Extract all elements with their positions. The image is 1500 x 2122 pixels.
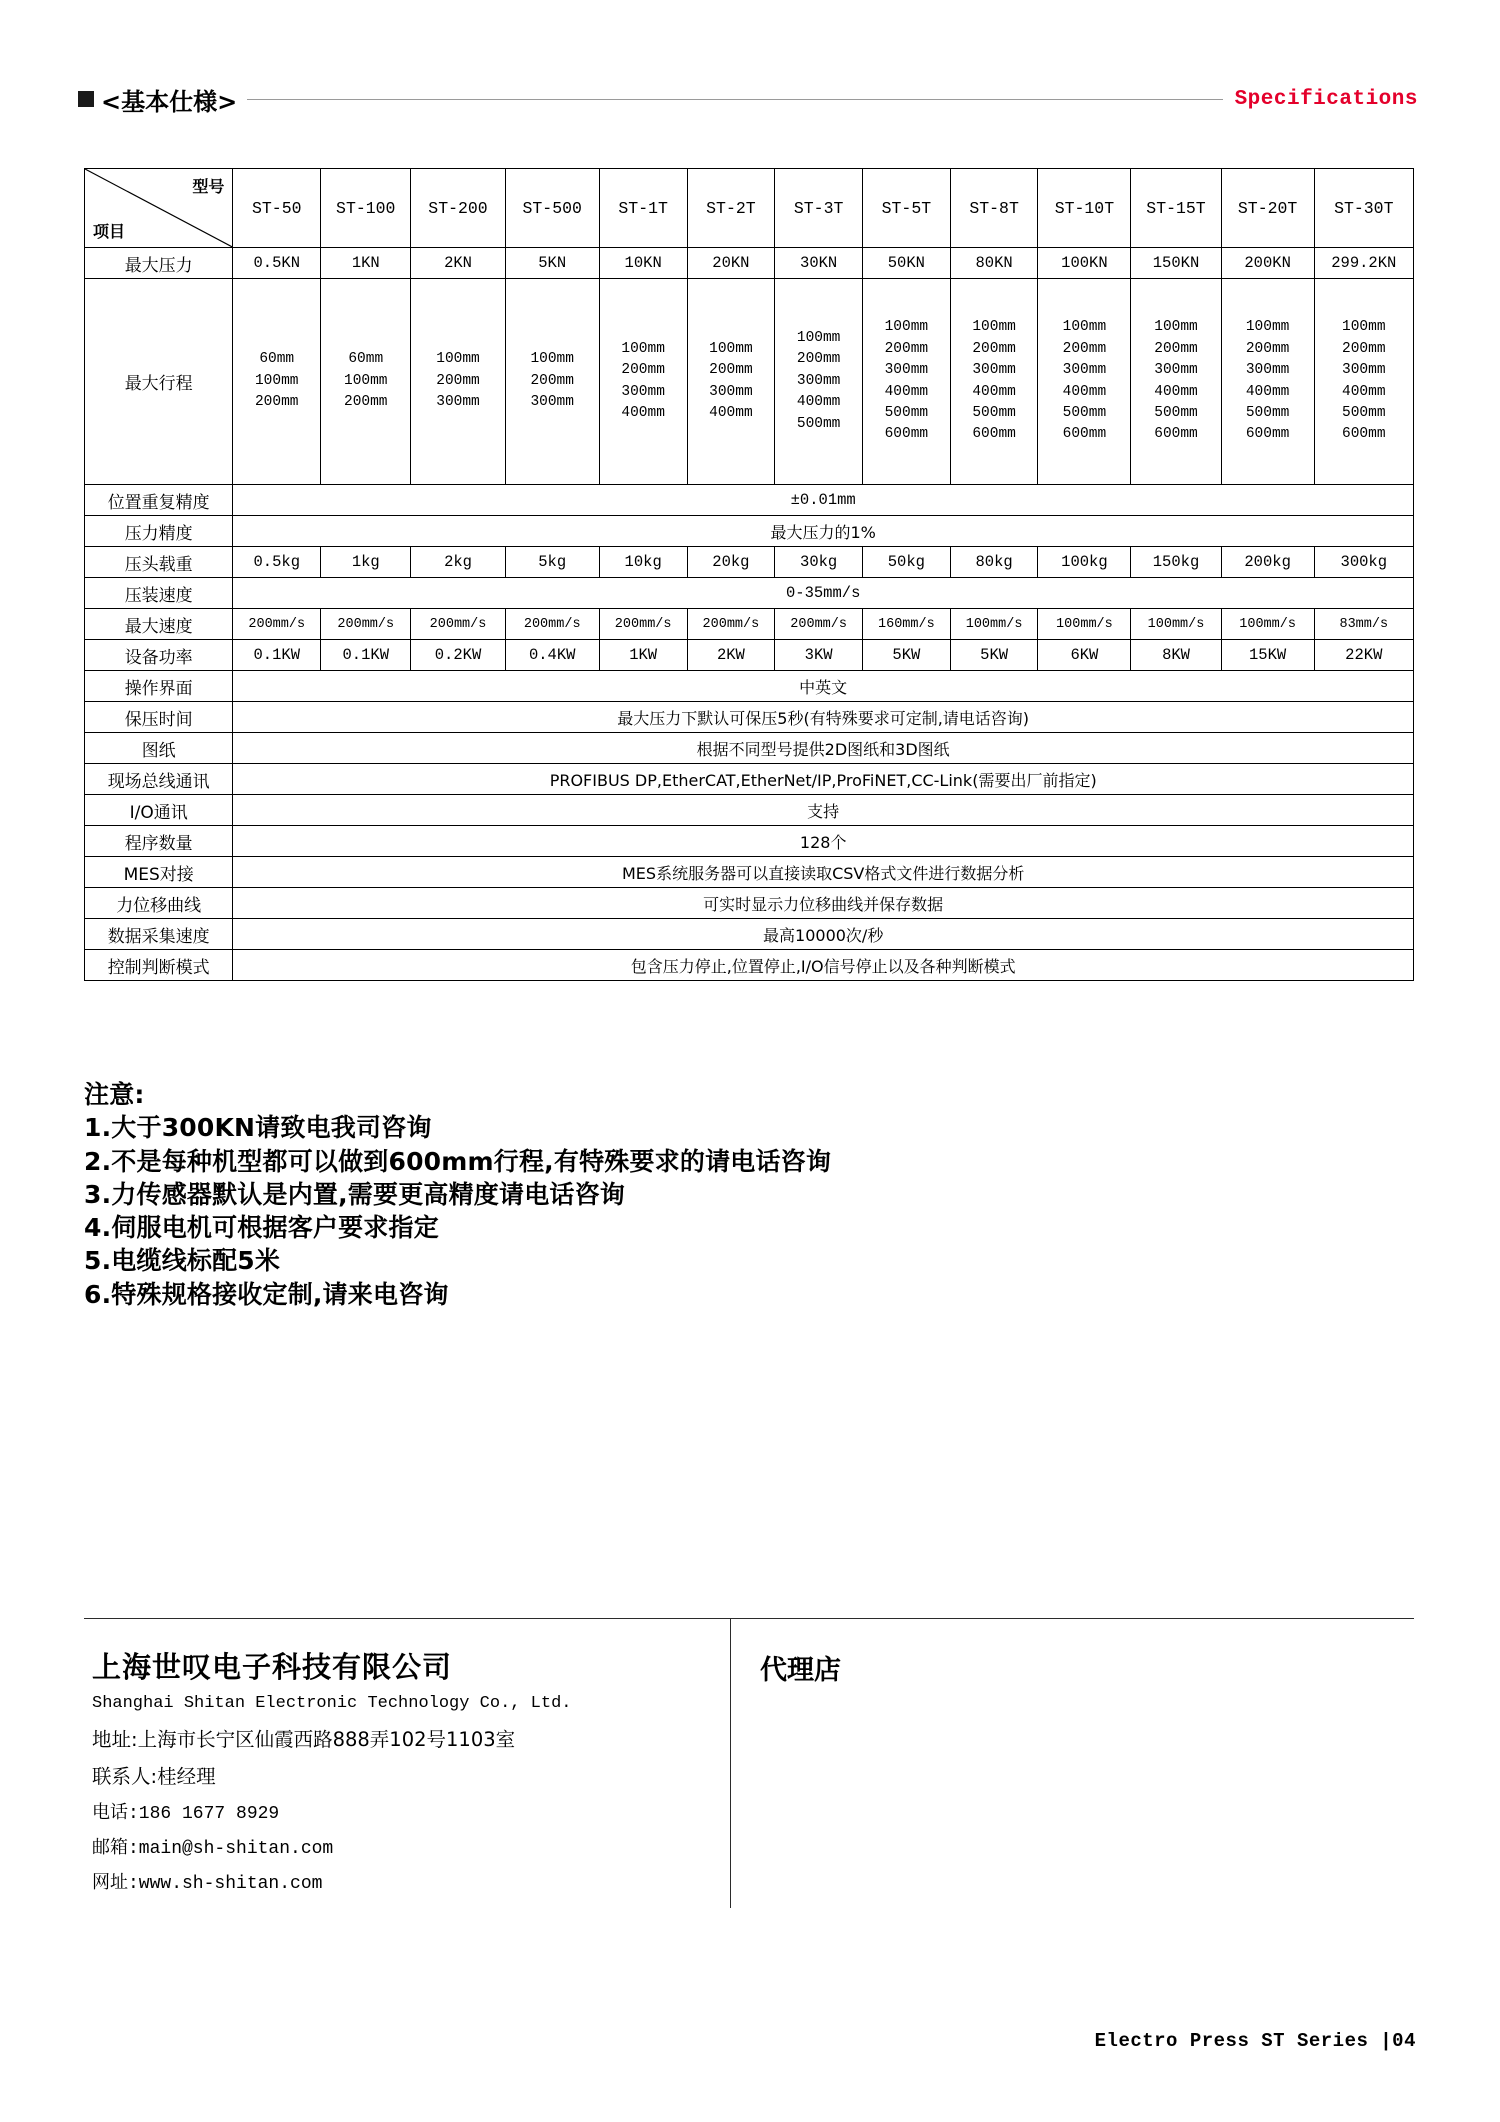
company-email: 邮箱:main@sh-shitan.com [92, 1839, 334, 1859]
stroke-value: 100mm [530, 351, 574, 368]
table-row [85, 485, 1414, 516]
header-divider [247, 99, 1222, 100]
model-header-cell: ST-3T [775, 169, 863, 248]
row-label: 设备功率 [85, 640, 233, 671]
agent-label: 代理店 [760, 1655, 841, 1686]
model-header-cell: ST-100 [321, 169, 411, 248]
stroke-value: 100mm [796, 329, 841, 346]
stroke-value: 200mm [796, 351, 841, 368]
table-row [85, 609, 1414, 640]
footer-divider-horizontal [84, 1618, 1414, 1619]
stroke-value: 400mm [1245, 383, 1290, 400]
stroke-value: 100mm [972, 319, 1016, 336]
spec-value-cell: 2KN [411, 248, 505, 279]
table-row [85, 795, 1414, 826]
row-label: 压头载重 [85, 547, 233, 578]
model-header-cell: ST-15T [1131, 169, 1221, 248]
stroke-value: 500mm [796, 415, 841, 432]
stroke-value: 500mm [972, 404, 1016, 421]
spec-value-cell: 1kg [321, 547, 411, 578]
stroke-value: 200mm [1154, 340, 1198, 357]
stroke-value: 400mm [884, 383, 929, 400]
spec-stroke-cell [1314, 279, 1413, 485]
note-item: 3.力传感器默认是内置,需要更高精度请电话咨询 [84, 1179, 625, 1209]
stroke-value: 300mm [796, 372, 841, 389]
row-label: MES对接 [85, 857, 233, 888]
spec-span-cell: ±0.01mm [233, 485, 1414, 516]
note-item: 5.电缆线标配5米 [84, 1246, 281, 1276]
spec-value-cell: 150kg [1131, 547, 1221, 578]
stroke-value: 400mm [621, 404, 665, 421]
row-label: 最大行程 [85, 279, 233, 485]
table-row [85, 764, 1414, 795]
model-header-cell: ST-20T [1221, 169, 1314, 248]
section-title-en: Specifications [1234, 87, 1418, 111]
spec-value-cell: 100mm/s [1131, 609, 1221, 640]
model-header-cell: ST-5T [863, 169, 951, 248]
stroke-value: 100mm [709, 340, 753, 357]
table-row [85, 578, 1414, 609]
company-phone: 电话:186 1677 8929 [92, 1804, 280, 1824]
stroke-value: 60mm [259, 351, 295, 368]
spec-span-cell: 0-35mm/s [233, 578, 1414, 609]
footer-divider-vertical [730, 1618, 731, 1908]
stroke-value: 200mm [436, 372, 480, 389]
spec-value-cell: 5KW [863, 640, 951, 671]
spec-value-cell: 3KW [775, 640, 863, 671]
table-row [85, 857, 1414, 888]
spec-value-cell: 160mm/s [863, 609, 951, 640]
spec-value-cell: 5KN [505, 248, 599, 279]
note-item: 1.大于300KN请致电我司咨询 [84, 1113, 432, 1143]
stroke-value: 500mm [1245, 404, 1290, 421]
spec-value-cell: 1KW [599, 640, 687, 671]
table-header-row [85, 169, 1414, 248]
spec-span-cell: 中英文 [233, 671, 1414, 702]
stroke-value: 300mm [1154, 362, 1198, 379]
spec-value-cell: 30KN [775, 248, 863, 279]
stroke-value: 600mm [1342, 426, 1386, 443]
spec-stroke-cell [687, 279, 775, 485]
stroke-value: 200mm [709, 362, 753, 379]
row-label: 控制判断模式 [85, 950, 233, 981]
table-row [85, 640, 1414, 671]
model-header-cell: ST-2T [687, 169, 775, 248]
spec-value-cell: 10kg [599, 547, 687, 578]
spec-span-cell: 支持 [233, 795, 1414, 826]
stroke-value: 100mm [344, 372, 388, 389]
company-name-cn: 上海世叹电子科技有限公司 [92, 1650, 453, 1684]
spec-value-cell: 200mm/s [505, 609, 599, 640]
spec-value-cell: 22KW [1314, 640, 1413, 671]
spec-span-cell: 包含压力停止,位置停止,I/O信号停止以及各种判断模式 [233, 950, 1414, 981]
spec-value-cell: 50KN [863, 248, 951, 279]
table-row [85, 950, 1414, 981]
stroke-value: 200mm [1245, 340, 1290, 357]
specifications-table-wrap [84, 168, 1414, 981]
stroke-value: 300mm [709, 383, 753, 400]
stroke-value: 600mm [972, 426, 1016, 443]
specifications-table [84, 168, 1414, 981]
spec-value-cell: 200KN [1221, 248, 1314, 279]
row-label: 图纸 [85, 733, 233, 764]
stroke-value: 100mm [254, 372, 299, 389]
model-header-cell: ST-30T [1314, 169, 1413, 248]
spec-value-cell: 0.2KW [411, 640, 505, 671]
row-label: 位置重复精度 [85, 485, 233, 516]
stroke-value: 200mm [530, 372, 574, 389]
spec-value-cell: 100KN [1038, 248, 1131, 279]
stroke-value: 300mm [972, 362, 1016, 379]
stroke-value: 600mm [1154, 426, 1198, 443]
spec-value-cell: 200kg [1221, 547, 1314, 578]
model-header-cell: ST-8T [950, 169, 1038, 248]
stroke-value: 100mm [1062, 319, 1107, 336]
spec-value-cell: 100mm/s [1038, 609, 1131, 640]
spec-value-cell: 100mm/s [1221, 609, 1314, 640]
spec-value-cell: 80KN [950, 248, 1038, 279]
stroke-value: 400mm [1062, 383, 1107, 400]
bullet-square-icon [78, 91, 94, 107]
spec-value-cell: 83mm/s [1314, 609, 1413, 640]
table-row [85, 248, 1414, 279]
spec-stroke-cell [950, 279, 1038, 485]
spec-stroke-cell [505, 279, 599, 485]
spec-value-cell: 50kg [863, 547, 951, 578]
model-header-cell: ST-50 [233, 169, 321, 248]
spec-stroke-cell [1221, 279, 1314, 485]
stroke-value: 300mm [1245, 362, 1290, 379]
stroke-value: 500mm [1342, 404, 1386, 421]
table-corner-cell [85, 169, 233, 248]
stroke-value: 200mm [254, 394, 299, 411]
spec-value-cell: 0.4KW [505, 640, 599, 671]
spec-value-cell: 30kg [775, 547, 863, 578]
spec-stroke-cell [863, 279, 951, 485]
spec-value-cell: 200mm/s [321, 609, 411, 640]
row-label: 压力精度 [85, 516, 233, 547]
row-label: I/O通讯 [85, 795, 233, 826]
spec-stroke-cell [599, 279, 687, 485]
stroke-value: 400mm [1342, 383, 1386, 400]
stroke-value: 100mm [1245, 319, 1290, 336]
stroke-value: 200mm [344, 394, 388, 411]
spec-value-cell: 10KN [599, 248, 687, 279]
spec-value-cell: 150KN [1131, 248, 1221, 279]
stroke-value: 500mm [1154, 404, 1198, 421]
row-label: 保压时间 [85, 702, 233, 733]
spec-value-cell: 6KW [1038, 640, 1131, 671]
spec-stroke-cell [411, 279, 505, 485]
spec-value-cell: 0.1KW [233, 640, 321, 671]
stroke-value: 600mm [1245, 426, 1290, 443]
note-item: 2.不是每种机型都可以做到600mm行程,有特殊要求的请电话咨询 [84, 1146, 832, 1176]
stroke-value: 300mm [1342, 362, 1386, 379]
spec-span-cell: 最大压力的1% [233, 516, 1414, 547]
spec-span-cell: 最大压力下默认可保压5秒(有特殊要求可定制,请电话咨询) [233, 702, 1414, 733]
spec-span-cell: 根据不同型号提供2D图纸和3D图纸 [233, 733, 1414, 764]
company-address: 地址:上海市长宁区仙霞西路888弄102号1103室 [92, 1728, 516, 1751]
corner-label-model: 型号 [192, 177, 225, 196]
stroke-value: 100mm [1154, 319, 1198, 336]
spec-value-cell: 5KW [950, 640, 1038, 671]
model-header-cell: ST-500 [505, 169, 599, 248]
spec-value-cell: 200mm/s [233, 609, 321, 640]
stroke-value: 400mm [796, 394, 841, 411]
spec-value-cell: 8KW [1131, 640, 1221, 671]
stroke-value: 400mm [972, 383, 1016, 400]
row-label: 操作界面 [85, 671, 233, 702]
spec-stroke-cell [321, 279, 411, 485]
spec-value-cell: 0.5kg [233, 547, 321, 578]
stroke-value: 60mm [348, 351, 384, 368]
table-row [85, 702, 1414, 733]
stroke-value: 300mm [1062, 362, 1107, 379]
spec-value-cell: 20kg [687, 547, 775, 578]
table-row [85, 919, 1414, 950]
table-row [85, 547, 1414, 578]
stroke-value: 200mm [972, 340, 1016, 357]
spec-span-cell: PROFIBUS DP,EtherCAT,EtherNet/IP,ProFiNET,CC-Link(需要出厂前指定) [233, 764, 1414, 795]
notes-block [84, 1078, 831, 1311]
row-label: 最大压力 [85, 248, 233, 279]
stroke-value: 500mm [1062, 404, 1107, 421]
model-header-cell: ST-200 [411, 169, 505, 248]
spec-value-cell: 20KN [687, 248, 775, 279]
table-row [85, 671, 1414, 702]
section-title-cn: <基本仕様> [101, 87, 238, 116]
note-item: 4.伺服电机可根据客户要求指定 [84, 1213, 439, 1242]
model-header-cell: ST-10T [1038, 169, 1131, 248]
stroke-value: 200mm [1342, 340, 1386, 357]
stroke-value: 600mm [884, 426, 929, 443]
company-name-en: Shanghai Shitan Electronic Technology Co., Ltd. [92, 1694, 572, 1713]
row-label: 力位移曲线 [85, 888, 233, 919]
spec-value-cell: 200mm/s [411, 609, 505, 640]
table-row [85, 826, 1414, 857]
spec-value-cell: 300kg [1314, 547, 1413, 578]
row-label: 程序数量 [85, 826, 233, 857]
spec-value-cell: 2kg [411, 547, 505, 578]
spec-span-cell: 128个 [233, 826, 1414, 857]
spec-value-cell: 100kg [1038, 547, 1131, 578]
spec-value-cell: 200mm/s [775, 609, 863, 640]
stroke-value: 400mm [1154, 383, 1198, 400]
notes-title: 注意: [84, 1080, 145, 1109]
stroke-value: 200mm [884, 340, 929, 357]
spec-value-cell: 299.2KN [1314, 248, 1413, 279]
table-row [85, 279, 1414, 485]
stroke-value: 200mm [621, 362, 665, 379]
row-label: 最大速度 [85, 609, 233, 640]
table-row [85, 888, 1414, 919]
spec-value-cell: 0.1KW [321, 640, 411, 671]
stroke-value: 100mm [621, 340, 665, 357]
row-label: 压装速度 [85, 578, 233, 609]
stroke-value: 100mm [1342, 319, 1386, 336]
stroke-value: 300mm [436, 394, 480, 411]
spec-value-cell: 2KW [687, 640, 775, 671]
table-row [85, 733, 1414, 764]
spec-value-cell: 5kg [505, 547, 599, 578]
spec-value-cell: 200mm/s [599, 609, 687, 640]
stroke-value: 200mm [1062, 340, 1107, 357]
spec-value-cell: 0.5KN [233, 248, 321, 279]
stroke-value: 400mm [709, 404, 753, 421]
spec-value-cell: 80kg [950, 547, 1038, 578]
spec-stroke-cell [1131, 279, 1221, 485]
spec-span-cell: 最高10000次/秒 [233, 919, 1414, 950]
stroke-value: 500mm [884, 404, 929, 421]
spec-value-cell: 100mm/s [950, 609, 1038, 640]
stroke-value: 100mm [884, 319, 929, 336]
stroke-value: 300mm [621, 383, 665, 400]
stroke-value: 100mm [436, 351, 480, 368]
spec-stroke-cell [233, 279, 321, 485]
stroke-value: 600mm [1062, 426, 1107, 443]
spec-stroke-cell [1038, 279, 1131, 485]
company-website: 网址:www.sh-shitan.com [92, 1874, 323, 1894]
row-label: 数据采集速度 [85, 919, 233, 950]
section-header [78, 82, 1418, 116]
spec-value-cell: 200mm/s [687, 609, 775, 640]
stroke-value: 300mm [884, 362, 929, 379]
spec-stroke-cell [775, 279, 863, 485]
stroke-value: 300mm [530, 394, 574, 411]
note-item: 6.特殊规格接收定制,请来电咨询 [84, 1279, 449, 1309]
table-row [85, 516, 1414, 547]
row-label: 现场总线通讯 [85, 764, 233, 795]
model-header-cell: ST-1T [599, 169, 687, 248]
spec-value-cell: 15KW [1221, 640, 1314, 671]
spec-value-cell: 1KN [321, 248, 411, 279]
page-footer-label: Electro Press ST Series |04 [1094, 2030, 1416, 2052]
corner-label-item: 项目 [93, 222, 126, 241]
company-info [92, 1645, 712, 1903]
spec-span-cell: 可实时显示力位移曲线并保存数据 [233, 888, 1414, 919]
company-contact: 联系人:桂经理 [92, 1765, 216, 1788]
spec-span-cell: MES系统服务器可以直接读取CSV格式文件进行数据分析 [233, 857, 1414, 888]
